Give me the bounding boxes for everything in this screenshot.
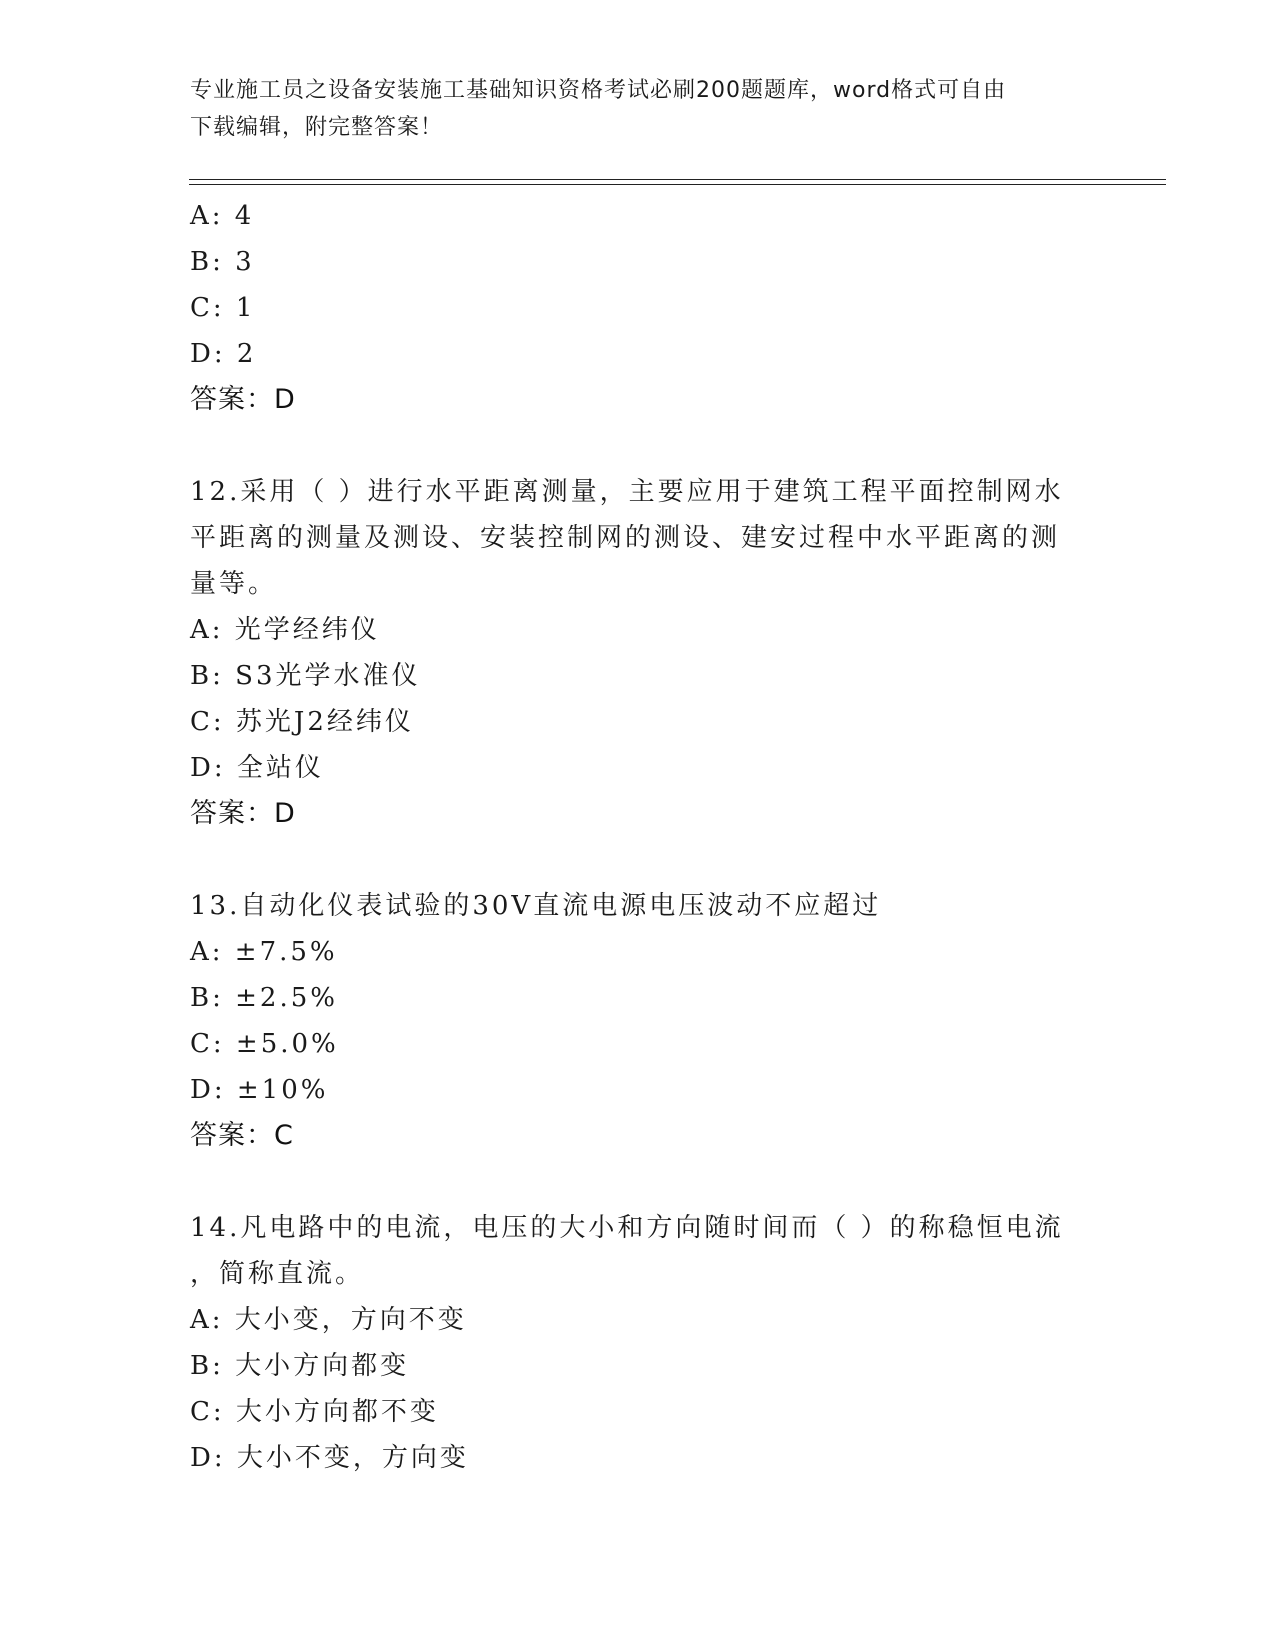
option-a: A: ±7.5%: [190, 937, 338, 967]
option-d: D: ±10%: [190, 1075, 329, 1105]
option-b: B: ±2.5%: [190, 983, 338, 1013]
question-text-line: 14.凡电路中的电流，电压的大小和方向随时间而（ ）的称稳恒电流: [190, 1213, 1064, 1243]
option-a: A: 大小变，方向不变: [190, 1305, 467, 1335]
header-line-2: 下载编辑，附完整答案！: [190, 115, 444, 140]
question-list: [190, 193, 1090, 1481]
answer-line: 答案：C: [190, 1120, 294, 1151]
question-text-line: ，简称直流。: [190, 1259, 365, 1289]
header-divider-bottom: [189, 184, 1166, 185]
option-c: C: 苏光J2经纬仪: [190, 707, 414, 737]
option-c: C: 1: [190, 293, 256, 323]
question-text-line: 12.采用（ ）进行水平距离测量，主要应用于建筑工程平面控制网水: [190, 477, 1064, 507]
option-b: B: 大小方向都变: [190, 1351, 410, 1381]
question-11: [190, 193, 1090, 423]
option-d: D: 全站仪: [190, 753, 324, 783]
header-line-1: 专业施工员之设备安装施工基础知识资格考试必刷200题题库，word格式可自由: [190, 78, 1007, 103]
document-header: [190, 72, 1090, 146]
option-d: D: 大小不变，方向变: [190, 1443, 469, 1473]
question-text-line: 13.自动化仪表试验的30V直流电源电压波动不应超过: [190, 891, 882, 921]
option-a: A: 4: [190, 201, 255, 231]
header-divider-top: [189, 179, 1166, 180]
option-b: B: 3: [190, 247, 255, 277]
option-c: C: ±5.0%: [190, 1029, 339, 1059]
question-13: [190, 883, 1090, 1159]
option-d: D: 2: [190, 339, 257, 369]
question-12: [190, 469, 1090, 837]
question-text-line: 量等。: [190, 569, 278, 599]
option-c: C: 大小方向都不变: [190, 1397, 439, 1427]
answer-line: 答案：D: [190, 384, 296, 415]
option-b: B: S3光学水准仪: [190, 661, 421, 691]
question-text-line: 平距离的测量及测设、安装控制网的测设、建安过程中水平距离的测: [190, 523, 1061, 553]
question-14: [190, 1205, 1090, 1481]
option-a: A: 光学经纬仪: [190, 615, 380, 645]
answer-line: 答案：D: [190, 798, 296, 829]
